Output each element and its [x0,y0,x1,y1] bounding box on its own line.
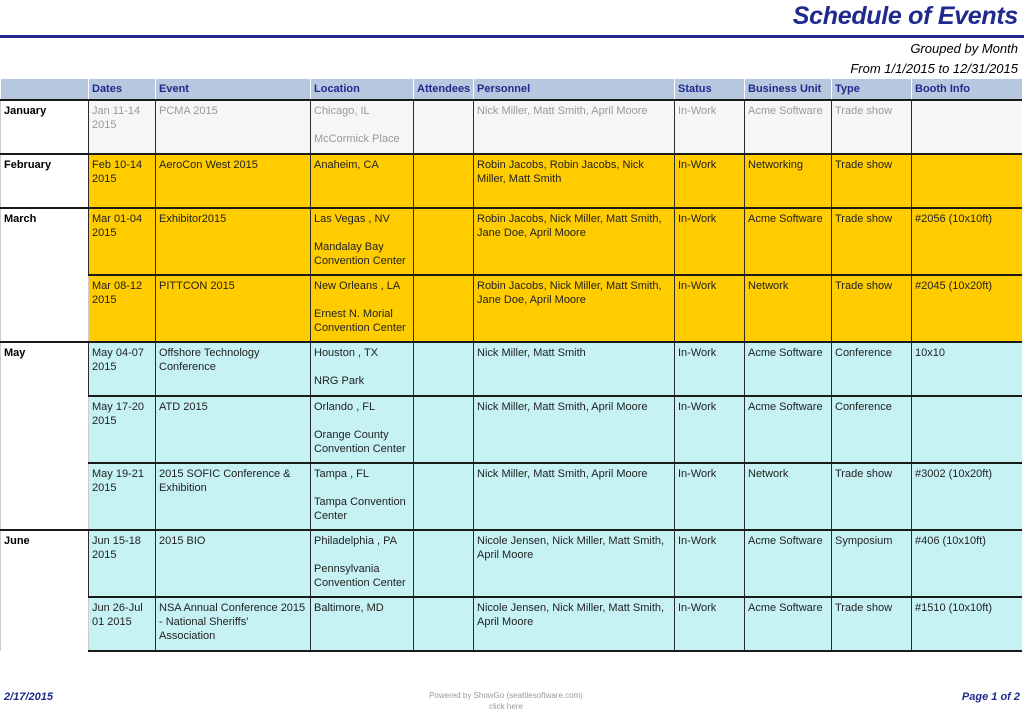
title-rule [0,35,1024,38]
status-cell: In-Work [675,100,745,154]
location-city: Houston , TX [314,347,378,359]
business-unit-cell: Network [745,275,832,342]
status-cell: In-Work [675,275,745,342]
col-header-event: Event [156,79,311,100]
location-venue: McCormick Place [314,133,400,145]
col-header-status: Status [675,79,745,100]
status-cell: In-Work [675,342,745,396]
personnel-cell: Nick Miller, Matt Smith, April Moore [474,396,675,463]
location-cell [311,530,414,597]
location-cell [311,597,414,651]
location-city: Anaheim, CA [314,159,379,171]
booth-info-cell: 10x10 [912,342,1022,396]
business-unit-cell: Networking [745,154,832,208]
personnel-cell: Nick Miller, Matt Smith, April Moore [474,463,675,530]
personnel-cell: Nicole Jensen, Nick Miller, Matt Smith, April Moore [474,530,675,597]
col-header-attendees: Attendees [414,79,474,100]
booth-info-cell: #2045 (10x20ft) [912,275,1022,342]
dates-cell: Mar 01-04 2015 [89,208,156,275]
table-row [1,396,1022,463]
location-city: Orlando , FL [314,401,376,413]
business-unit-cell: Acme Software [745,530,832,597]
table-row [1,530,1022,597]
location-city: Chicago, IL [314,105,370,117]
location-venue: Ernest N. Morial Convention Center [314,308,406,334]
location-city: New Orleans , LA [314,280,401,292]
event-cell: AeroCon West 2015 [156,154,311,208]
table-row [1,208,1022,275]
table-row [1,100,1022,154]
month-cell: January [1,100,89,154]
event-cell: ATD 2015 [156,396,311,463]
dates-cell: Jan 11-14 2015 [89,100,156,154]
location-venue: Pennsylvania Convention Center [314,563,406,589]
location-cell [311,100,414,154]
attendees-cell [414,342,474,396]
booth-info-cell: #406 (10x10ft) [912,530,1022,597]
attendees-cell [414,396,474,463]
type-cell: Trade show [832,154,912,208]
dates-cell: May 04-07 2015 [89,342,156,396]
business-unit-cell: Network [745,463,832,530]
status-cell: In-Work [675,154,745,208]
personnel-cell: Robin Jacobs, Nick Miller, Matt Smith, Jane Doe, April Moore [474,275,675,342]
business-unit-cell: Acme Software [745,208,832,275]
event-cell: NSA Annual Conference 2015 - National Sheriffs' Association [156,597,311,651]
click-here-link[interactable]: click here [489,702,523,711]
type-cell: Trade show [832,275,912,342]
col-header-type: Type [832,79,912,100]
col-header-location: Location [311,79,414,100]
table-header-row [1,79,1022,100]
location-cell [311,342,414,396]
booth-info-cell [912,154,1022,208]
booth-info-cell: #2056 (10x10ft) [912,208,1022,275]
booth-info-cell: #1510 (10x10ft) [912,597,1022,651]
month-cell: February [1,154,89,208]
powered-by[interactable] [0,690,1012,712]
status-cell: In-Work [675,396,745,463]
col-header-business-unit: Business Unit [745,79,832,100]
attendees-cell [414,463,474,530]
footer-date: 2/17/2015 [4,691,53,703]
location-cell [311,275,414,342]
event-cell: 2015 BIO [156,530,311,597]
location-cell [311,154,414,208]
location-cell [311,396,414,463]
status-cell: In-Work [675,597,745,651]
attendees-cell [414,100,474,154]
event-cell: Exhibitor2015 [156,208,311,275]
type-cell: Trade show [832,597,912,651]
location-venue: NRG Park [314,375,365,387]
month-cell: March [1,208,89,342]
col-header-dates: Dates [89,79,156,100]
event-cell: 2015 SOFIC Conference & Exhibition [156,463,311,530]
type-cell: Conference [832,342,912,396]
personnel-cell: Nick Miller, Matt Smith [474,342,675,396]
location-city: Las Vegas , NV [314,213,390,225]
col-header-booth-info: Booth Info [912,79,1022,100]
dates-cell: May 17-20 2015 [89,396,156,463]
location-city: Philadelphia , PA [314,535,397,547]
business-unit-cell: Acme Software [745,342,832,396]
personnel-cell: Robin Jacobs, Robin Jacobs, Nick Miller, Matt Smith [474,154,675,208]
table-row [1,275,1022,342]
status-cell: In-Work [675,463,745,530]
page-number: Page 1 of 2 [961,691,1020,703]
personnel-cell: Nick Miller, Matt Smith, April Moore [474,100,675,154]
status-cell: In-Work [675,530,745,597]
col-header-personnel: Personnel [474,79,675,100]
location-city: Tampa , FL [314,468,370,480]
location-venue: Tampa Convention Center [314,496,406,522]
location-venue: Orange County Convention Center [314,429,406,455]
event-cell: PCMA 2015 [156,100,311,154]
attendees-cell [414,530,474,597]
month-cell: June [1,530,89,651]
report-title: Schedule of Events [792,2,1018,30]
dates-cell: Jun 15-18 2015 [89,530,156,597]
table-row [1,597,1022,651]
location-venue: Mandalay Bay Convention Center [314,241,406,267]
type-cell: Trade show [832,208,912,275]
events-table [0,79,1022,652]
business-unit-cell: Acme Software [745,597,832,651]
booth-info-cell: #3002 (10x20ft) [912,463,1022,530]
powered-by-text: Powered by ShowGo (seattlesoftware.com) [429,691,583,700]
attendees-cell [414,208,474,275]
status-cell: In-Work [675,208,745,275]
dates-cell: May 19-21 2015 [89,463,156,530]
personnel-cell: Nicole Jensen, Nick Miller, Matt Smith, April Moore [474,597,675,651]
type-cell: Symposium [832,530,912,597]
business-unit-cell: Acme Software [745,100,832,154]
booth-info-cell [912,100,1022,154]
type-cell: Trade show [832,100,912,154]
attendees-cell [414,597,474,651]
col-header-month [1,79,89,100]
type-cell: Conference [832,396,912,463]
personnel-cell: Robin Jacobs, Nick Miller, Matt Smith, Jane Doe, April Moore [474,208,675,275]
business-unit-cell: Acme Software [745,396,832,463]
location-cell [311,208,414,275]
type-cell: Trade show [832,463,912,530]
location-cell [311,463,414,530]
attendees-cell [414,275,474,342]
event-cell: PITTCON 2015 [156,275,311,342]
table-row [1,342,1022,396]
date-range: From 1/1/2015 to 12/31/2015 [850,61,1018,76]
month-cell: May [1,342,89,530]
table-row [1,154,1022,208]
table-row [1,463,1022,530]
dates-cell: Jun 26-Jul 01 2015 [89,597,156,651]
dates-cell: Feb 10-14 2015 [89,154,156,208]
dates-cell: Mar 08-12 2015 [89,275,156,342]
attendees-cell [414,154,474,208]
booth-info-cell [912,396,1022,463]
report-subtitle: Grouped by Month [910,41,1018,56]
event-cell: Offshore Technology Conference [156,342,311,396]
location-city: Baltimore, MD [314,602,384,614]
